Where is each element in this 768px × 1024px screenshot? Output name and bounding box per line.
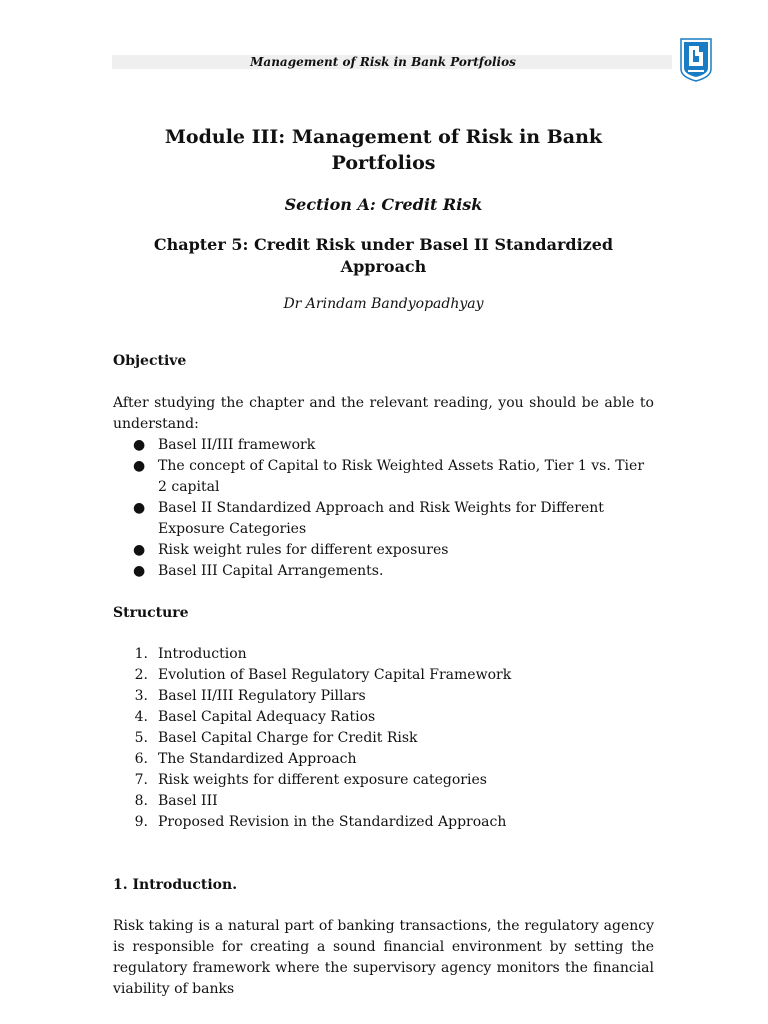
module-title: Module III: Management of Risk in Bank Portfolios [164, 126, 603, 174]
bullet-icon: ● [133, 563, 146, 579]
list-item: ● Basel III Capital Arrangements. [113, 561, 654, 582]
chapter-title: Chapter 5: Credit Risk under Basel II Standardized Approach [153, 235, 614, 276]
document-body [113, 124, 654, 1000]
introduction-body: Risk taking is a natural part of banking transactions, the regulatory agency is responsible for creating a sound financial environment by setting the regulatory framework where the supervisory agency monitors the financial viability of banks [113, 918, 654, 997]
author-name: Dr Arindam Bandyopadhyay [283, 296, 484, 312]
list-item: 3. Basel II/III Regulatory Pillars [134, 688, 366, 704]
section-title: Section A: Credit Risk [284, 195, 483, 214]
introduction-heading: 1. Introduction. [113, 877, 238, 893]
structure-heading: Structure [113, 605, 189, 621]
bullet-icon: ● [133, 437, 146, 453]
objective-list [113, 435, 654, 582]
bullet-icon: ● [133, 458, 146, 474]
structure-list [113, 644, 654, 833]
list-item: 2. Evolution of Basel Regulatory Capital Framework [134, 667, 512, 683]
list-item: ● Risk weight rules for different exposures [113, 540, 654, 561]
list-item: ● Basel II/III framework [113, 435, 654, 456]
running-header-title: Management of Risk in Bank Portfolios [250, 55, 516, 69]
bullet-icon: ● [133, 542, 146, 558]
list-item: 4. Basel Capital Adequacy Ratios [134, 709, 376, 725]
list-item: 1. Introduction [134, 646, 247, 662]
institute-logo-icon [679, 37, 713, 83]
list-item: ● The concept of Capital to Risk Weighted Assets Ratio, Tier 1 vs. Tier 2 capital [133, 458, 645, 495]
list-item: ● Basel II Standardized Approach and Risk Weights for Different Exposure Categories [133, 500, 604, 537]
list-item: 5. Basel Capital Charge for Credit Risk [134, 730, 418, 746]
list-item: 8. Basel III [134, 793, 218, 809]
list-item: 9. Proposed Revision in the Standardized Approach [134, 814, 507, 830]
list-item: 6. The Standardized Approach [134, 751, 357, 767]
objective-intro: After studying the chapter and the relevant reading, you should be able to understand: [113, 395, 654, 432]
bullet-icon: ● [133, 500, 146, 516]
objective-heading: Objective [113, 353, 187, 369]
list-item: 7. Risk weights for different exposure categories [134, 772, 487, 788]
